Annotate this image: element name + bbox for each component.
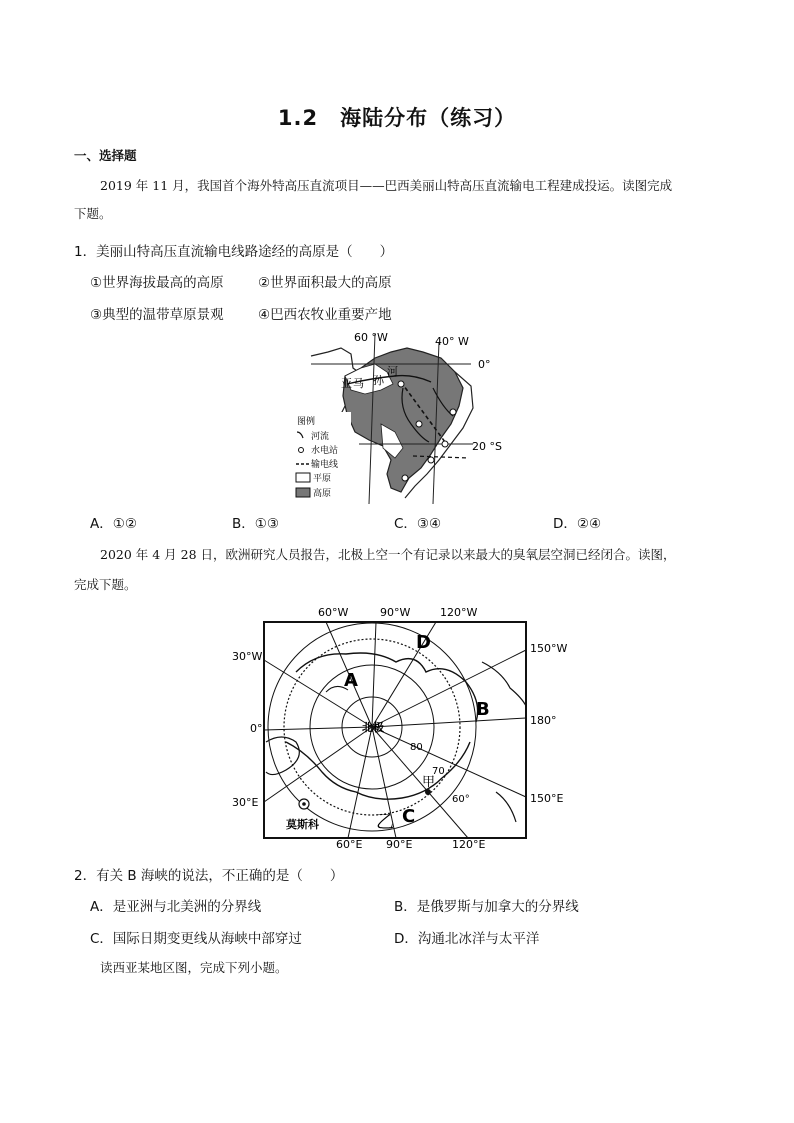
question-1-stem: 1．美丽山特高压直流输电线路途经的高原是（ ） bbox=[74, 244, 394, 260]
q2-option-b[interactable]: B．是俄罗斯与加拿大的分界线 bbox=[394, 899, 579, 915]
label-yi: 乙 bbox=[376, 812, 394, 833]
intro-paragraph-1-cont: 下题。 bbox=[74, 206, 112, 221]
legend-plateau-icon bbox=[296, 488, 310, 497]
amazon-char-2: 马 bbox=[353, 377, 364, 390]
intro-paragraph-2: 2020 年 4 月 28 日，欧洲研究人员报告，北极上空一个有记录以来最大的臭氧层空洞已经闭合。读图， bbox=[100, 547, 676, 562]
q2-option-c[interactable]: C．国际日期变更线从海峡中部穿过 bbox=[90, 931, 302, 947]
label-bottom-90e: 90°E bbox=[386, 838, 413, 851]
intro-paragraph-1: 2019 年 11 月，我国首个海外特高压直流项目——巴西美丽山特高压直流输电工程建成投运。读图完成 bbox=[100, 178, 673, 193]
label-top-60w: 60°W bbox=[318, 606, 349, 619]
letter-d: D bbox=[416, 632, 431, 653]
label-equator: 0° bbox=[478, 358, 491, 371]
legend-title: 图例 bbox=[297, 417, 316, 427]
label-lat-70: 70 bbox=[432, 766, 445, 777]
label-20s: 20 °S bbox=[472, 440, 502, 453]
label-60w: 60 °W bbox=[354, 331, 388, 344]
legend-station-icon bbox=[299, 448, 304, 453]
brazil-map bbox=[283, 328, 502, 506]
q2-option-a[interactable]: A．是亚洲与北美洲的分界线 bbox=[90, 899, 262, 915]
label-bottom-120e: 120°E bbox=[452, 838, 486, 851]
amazon-char-4: 河 bbox=[387, 365, 398, 378]
label-top-120w: 120°W bbox=[440, 606, 478, 619]
label-left-0: 0° bbox=[250, 722, 263, 735]
question-2-stem: 2．有关 B 海峡的说法，不正确的是（ ） bbox=[74, 868, 344, 884]
label-left-30e: 30°E bbox=[232, 796, 259, 809]
legend-plain-label: 平原 bbox=[313, 474, 332, 484]
letter-a: A bbox=[344, 670, 358, 691]
label-right-150e: 150°E bbox=[530, 792, 564, 805]
label-jia: 甲 bbox=[422, 775, 436, 790]
q1-item-4: ④巴西农牧业重要产地 bbox=[258, 307, 392, 323]
legend-plateau-label: 高原 bbox=[313, 489, 332, 499]
intro-paragraph-2-cont: 完成下题。 bbox=[74, 577, 137, 592]
label-lat-60: 60° bbox=[452, 794, 470, 805]
letter-b: B bbox=[476, 699, 490, 720]
q1-option-b[interactable]: B．①③ bbox=[232, 516, 279, 532]
label-moscow: 莫斯科 bbox=[286, 818, 319, 831]
legend-plain-icon bbox=[296, 473, 310, 482]
letter-c: C bbox=[402, 806, 416, 827]
legend-line-label: 输电线 bbox=[311, 460, 339, 470]
label-right-150w: 150°W bbox=[530, 642, 568, 655]
q1-item-3: ③典型的温带草原景观 bbox=[90, 307, 224, 323]
q1-option-a[interactable]: A．①② bbox=[90, 516, 137, 532]
arctic-map bbox=[226, 602, 576, 850]
label-lat-80: 80 bbox=[410, 742, 423, 753]
section-heading: 一、选择题 bbox=[74, 148, 137, 163]
q1-item-1: ①世界海拔最高的高原 bbox=[90, 275, 224, 291]
page-title: 1.2 海陆分布（练习） bbox=[277, 106, 517, 130]
q2-option-d[interactable]: D．沟通北冰洋与太平洋 bbox=[394, 931, 540, 947]
label-40w: 40° W bbox=[435, 335, 469, 348]
amazon-char-1: 亚 bbox=[341, 377, 352, 390]
legend-river-label: 河流 bbox=[311, 432, 330, 442]
label-top-90w: 90°W bbox=[380, 606, 411, 619]
intro-paragraph-3: 读西亚某地区图，完成下列小题。 bbox=[100, 960, 288, 975]
label-right-180: 180° bbox=[530, 714, 557, 727]
label-bottom-60e: 60°E bbox=[336, 838, 363, 851]
amazon-char-3: 孙 bbox=[373, 374, 384, 387]
q1-option-c[interactable]: C．③④ bbox=[394, 516, 442, 532]
label-left-30w: 30°W bbox=[232, 650, 263, 663]
q1-option-d[interactable]: D．②④ bbox=[553, 516, 602, 532]
q1-item-2: ②世界面积最大的高原 bbox=[258, 275, 392, 291]
label-north-pole: 北极 bbox=[362, 721, 384, 734]
legend-station-label: 水电站 bbox=[311, 446, 339, 456]
